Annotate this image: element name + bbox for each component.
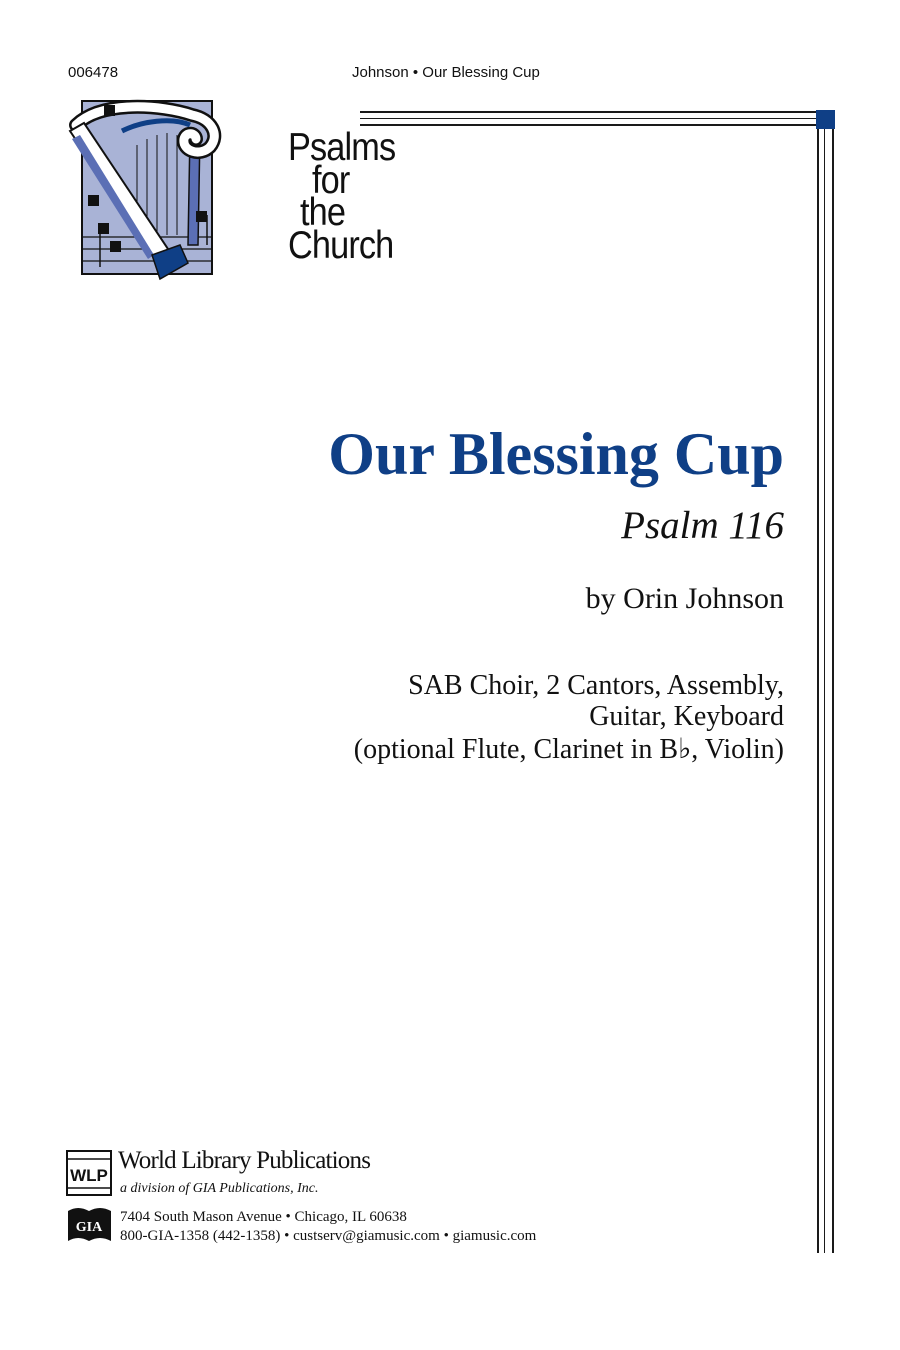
wlp-logo-text: WLP: [70, 1166, 108, 1185]
composer: by Orin Johnson: [585, 582, 784, 615]
subtitle: Psalm 116: [621, 504, 784, 547]
page-title: Our Blessing Cup: [328, 421, 784, 487]
border-frame-top: [360, 111, 818, 126]
series-logo-line-3: the: [300, 191, 346, 234]
voicing-line-3: (optional Flute, Clarinet in B♭, Violin): [353, 734, 784, 765]
gia-logo-icon: [66, 1205, 113, 1245]
series-logo: [62, 95, 396, 285]
wlp-logo-icon: [66, 1150, 112, 1196]
series-logo-line-1: Psalms: [288, 126, 396, 169]
border-frame-corner: [816, 110, 835, 129]
border-frame-right: [817, 129, 834, 1253]
gia-logo-text: GIA: [75, 1220, 103, 1235]
harp-icon: [62, 95, 222, 285]
publisher-name: World Library Publications: [118, 1147, 371, 1174]
catalog-number: 006478: [68, 64, 119, 81]
publisher-division: a division of GIA Publications, Inc.: [120, 1181, 319, 1196]
publisher-address: 7404 South Mason Avenue • Chicago, IL 60638: [120, 1209, 407, 1225]
running-title: Johnson • Our Blessing Cup: [352, 64, 540, 81]
publisher-contact: 800-GIA-1358 (442-1358) • custserv@giamusic.com • giamusic.com: [120, 1228, 537, 1244]
series-logo-line-4: Church: [288, 224, 394, 267]
voicing-line-2: Guitar, Keyboard: [589, 701, 784, 732]
series-logo-line-2: for: [312, 159, 350, 202]
voicing-line-1: SAB Choir, 2 Cantors, Assembly,: [408, 670, 784, 701]
